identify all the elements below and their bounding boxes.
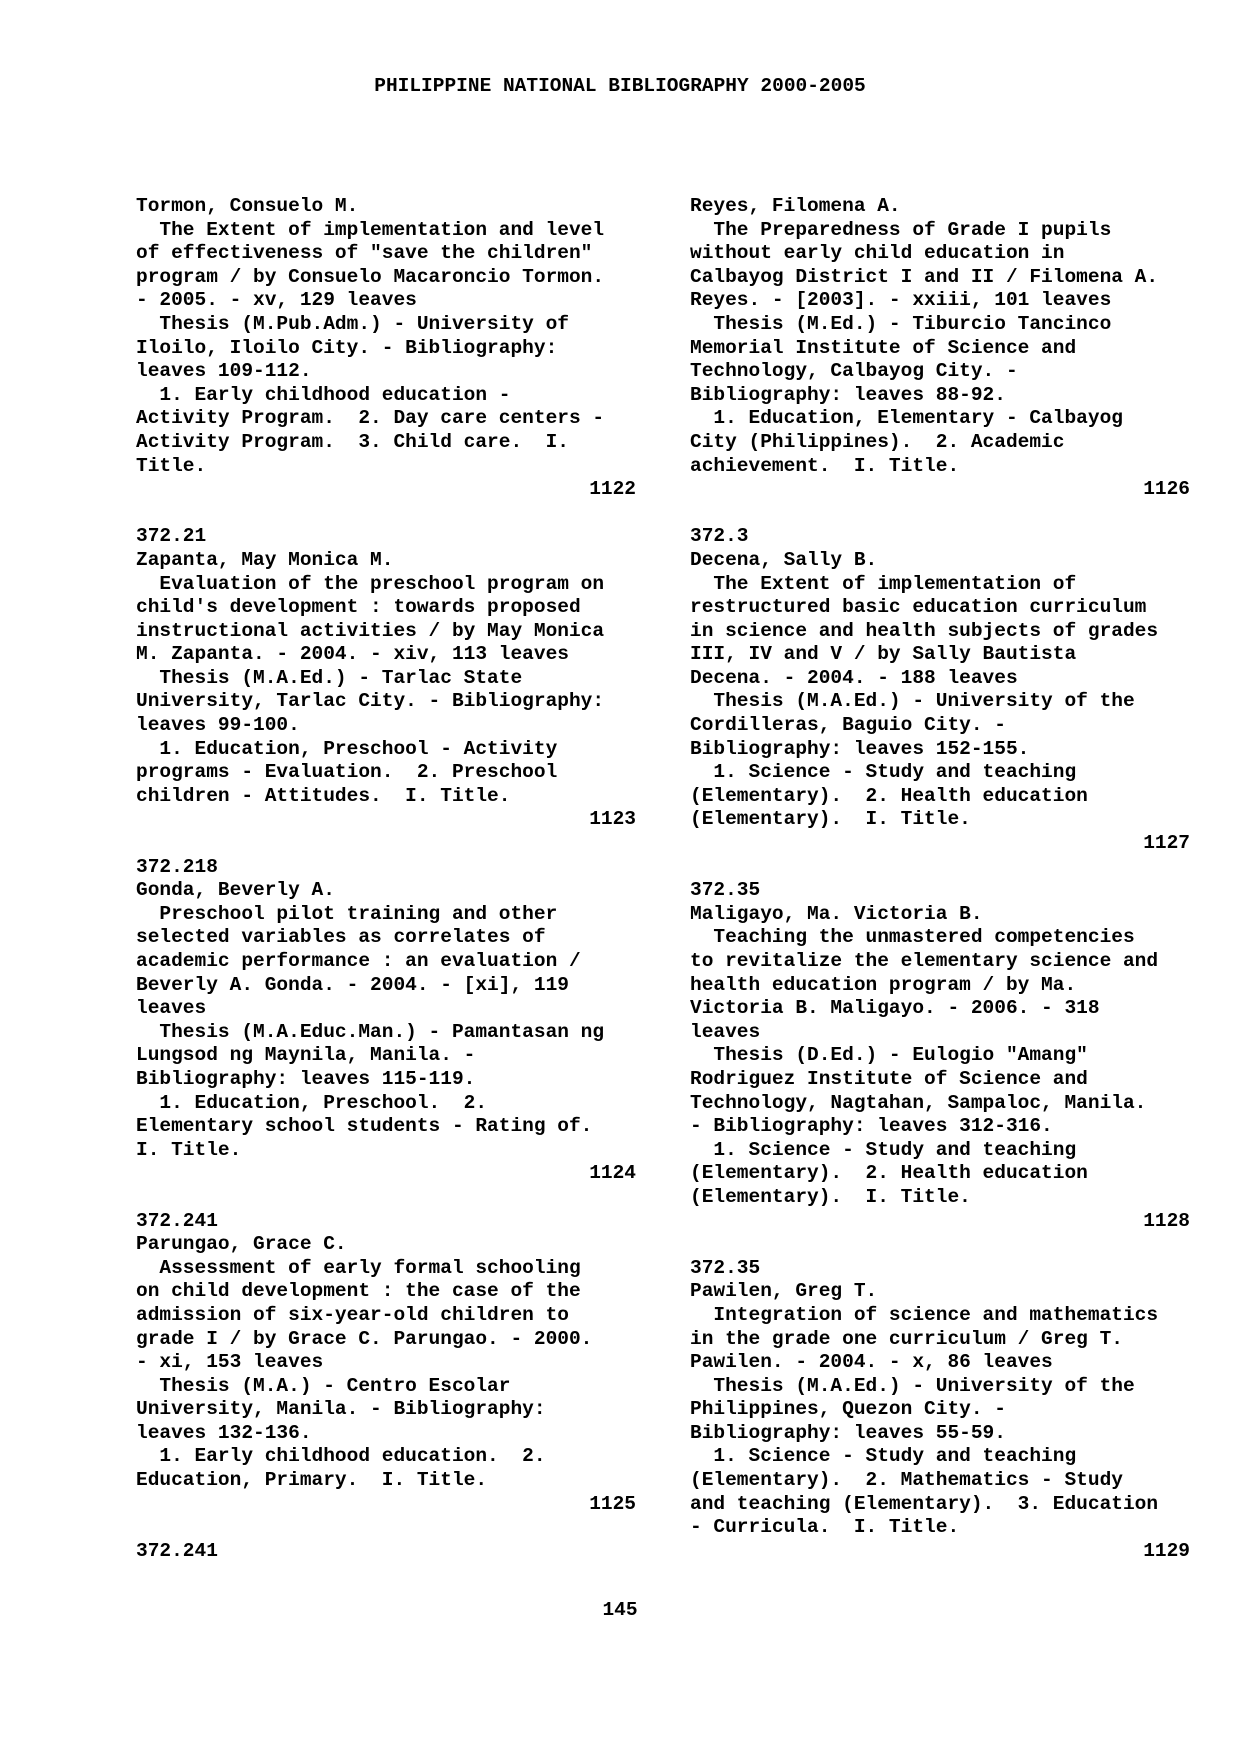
entry-line: without early child education in [690,242,1065,265]
entry-line: The Extent of implementation and level [136,218,605,241]
entry-line: Assessment of early formal schooling [136,1256,581,1279]
entry-line: Reyes, Filomena A. [690,195,901,217]
entry-line: Teaching the unmastered competencies [690,926,1135,949]
entry-line: 372.241 [136,1209,218,1232]
entry-number: 1127 [1143,832,1190,855]
entry-line: health education program / by Ma. [690,973,1077,996]
entry-line: Cordilleras, Baguio City. - [690,714,1006,737]
entry-line: to revitalize the elementary science and [690,950,1159,972]
entry-line: Philippines, Quezon City. - [690,1398,1006,1421]
bibliography-entry [136,525,636,832]
entry-line: University, Tarlac City. - Bibliography: [136,690,605,713]
entry-line: Thesis (M.A.) - Centro Escolar [136,1374,511,1397]
left-column [136,195,636,1563]
bibliography-entry [136,195,636,502]
entry-line: (Elementary). I. Title. [690,1185,971,1208]
right-column [690,195,1190,1563]
entry-line: Parungao, Grace C. [136,1233,347,1256]
entry-line: Bibliography: leaves 115-119. [136,1067,476,1090]
entry-line: Education, Primary. I. Title. [136,1469,488,1492]
bibliography-entry [136,856,636,1186]
entry-line: Technology, Nagtahan, Sampaloc, Manila. [690,1091,1147,1114]
entry-line: programs - Evaluation. 2. Preschool [136,761,558,784]
entry-line: (Elementary). 2. Mathematics - Study [690,1469,1123,1492]
bibliography-entry [690,1257,1190,1564]
trailing-call-number: 372.241 [136,1539,218,1562]
entry-line: 372.35 [690,1256,761,1279]
entry-line: academic performance : an evaluation / [136,950,581,972]
entry-line: Rodriguez Institute of Science and [690,1067,1088,1090]
entry-line: M. Zapanta. - 2004. - xiv, 113 leaves [136,643,569,666]
entry-line: 372.3 [690,525,749,548]
entry-line: - Bibliography: leaves 312-316. [690,1115,1053,1138]
entry-line: and teaching (Elementary). 3. Education [690,1492,1159,1515]
entry-line: Thesis (M.A.Ed.) - University of the [690,690,1135,713]
entry-line: Thesis (M.A.Ed.) - University of the [690,1374,1135,1397]
entry-line: - xi, 153 leaves [136,1351,324,1374]
entry-line: Bibliography: leaves 152-155. [690,737,1030,760]
entry-line: Zapanta, May Monica M. [136,548,394,571]
page-header: PHILIPPINE NATIONAL BIBLIOGRAPHY 2000-2005 [374,75,866,97]
entry-line: restructured basic education curriculum [690,596,1147,619]
entry-number: 1129 [1143,1539,1190,1562]
entry-line: Evaluation of the preschool program on [136,572,605,595]
entry-line: Reyes. - [2003]. - xxiii, 101 leaves [690,289,1112,312]
entry-line: Memorial Institute of Science and [690,336,1077,359]
entry-number: 1123 [589,808,636,831]
entry-line: (Elementary). 2. Health education [690,1162,1088,1185]
bibliography-entry [690,879,1190,1233]
entry-line: Elementary school students - Rating of. [136,1115,593,1138]
entry-line: Pawilen. - 2004. - x, 86 leaves [690,1351,1053,1374]
entry-line: 372.21 [136,525,207,548]
entry-line: 1. Science - Study and teaching [690,761,1077,784]
entry-line: 372.218 [136,855,218,878]
entry-line: City (Philippines). 2. Academic [690,430,1065,453]
entry-line: admission of six-year-old children to [136,1303,569,1326]
entry-line: child's development : towards proposed [136,596,581,619]
entry-line: 372.35 [690,879,761,902]
entry-number: 1126 [1143,478,1190,501]
entry-line: Bibliography: leaves 88-92. [690,383,1006,406]
entry-line: - 2005. - xv, 129 leaves [136,289,417,312]
entry-line: 1. Early childhood education. 2. [136,1445,546,1468]
entry-line: Bibliography: leaves 55-59. [690,1421,1006,1444]
entry-line: Activity Program. 3. Child care. I. [136,430,569,453]
entry-line: leaves 99-100. [136,714,300,737]
entry-line: 1. Science - Study and teaching [690,1138,1077,1161]
entry-line: I. Title. [136,1138,242,1161]
entry-line: University, Manila. - Bibliography: [136,1398,546,1421]
entry-line: (Elementary). I. Title. [690,808,971,831]
entry-number: 1122 [589,478,636,501]
entry-line: program / by Consuelo Macaroncio Tormon. [136,265,605,288]
entry-line: The Extent of implementation of [690,572,1077,595]
entry-number: 1124 [589,1162,636,1185]
entry-line: on child development : the case of the [136,1280,581,1303]
page-number: 145 [602,1599,638,1621]
entry-line: Pawilen, Greg T. [690,1280,878,1303]
entry-line: leaves 132-136. [136,1421,312,1444]
entry-line: 1. Education, Preschool. 2. [136,1091,488,1114]
entry-line: 1. Science - Study and teaching [690,1445,1077,1468]
entry-line: leaves [136,997,207,1020]
entry-line: Title. [136,454,207,477]
entry-line: Tormon, Consuelo M. [136,195,359,217]
entry-line: children - Attitudes. I. Title. [136,784,511,807]
entry-line: Lungsod ng Maynila, Manila. - [136,1044,476,1067]
entry-line: grade I / by Grace C. Parungao. - 2000. [136,1327,593,1350]
entry-line: Technology, Calbayog City. - [690,360,1018,383]
entry-line: leaves [690,1020,761,1043]
entry-line: (Elementary). 2. Health education [690,784,1088,807]
entry-line: 1. Education, Elementary - Calbayog [690,407,1123,430]
entry-line: - Curricula. I. Title. [690,1516,960,1539]
entry-line: 1. Early childhood education - [136,383,511,406]
entry-line: Calbayog District I and II / Filomena A. [690,265,1159,288]
entry-number: 1125 [589,1492,636,1515]
entry-line: in the grade one curriculum / Greg T. [690,1327,1123,1350]
entry-line: in science and health subjects of grades [690,619,1159,642]
entry-line: Beverly A. Gonda. - 2004. - [xi], 119 [136,973,569,996]
entry-line: Gonda, Beverly A. [136,879,335,902]
entry-line: III, IV and V / by Sally Bautista [690,643,1077,666]
entry-line: Maligayo, Ma. Victoria B. [690,902,983,925]
entry-line: Decena. - 2004. - 188 leaves [690,666,1018,689]
entry-line: Thesis (D.Ed.) - Eulogio "Amang" [690,1044,1088,1067]
entry-line: achievement. I. Title. [690,454,960,477]
entry-line: Integration of science and mathematics [690,1303,1159,1326]
bibliography-entry [136,1210,636,1517]
entry-line: of effectiveness of "save the children" [136,242,593,265]
bibliography-entry [690,525,1190,855]
entry-line: The Preparedness of Grade I pupils [690,218,1112,241]
entry-number: 1128 [1143,1209,1190,1232]
entry-line: Iloilo, Iloilo City. - Bibliography: [136,336,558,359]
entry-line: selected variables as correlates of [136,926,546,949]
entry-line: Decena, Sally B. [690,548,878,571]
entry-line: Preschool pilot training and other [136,902,558,925]
entry-line: Victoria B. Maligayo. - 2006. - 318 [690,997,1100,1020]
entry-line: Thesis (M.A.Educ.Man.) - Pamantasan ng [136,1020,605,1043]
entry-line: Thesis (M.A.Ed.) - Tarlac State [136,666,523,689]
entry-line: Thesis (M.Ed.) - Tiburcio Tancinco [690,312,1112,335]
entry-line: Thesis (M.Pub.Adm.) - University of [136,312,569,335]
entry-line: instructional activities / by May Monica [136,619,605,642]
entry-line: 1. Education, Preschool - Activity [136,737,558,760]
entry-line: Activity Program. 2. Day care centers - [136,407,605,430]
bibliography-entry [690,195,1190,502]
entry-line: leaves 109-112. [136,360,312,383]
